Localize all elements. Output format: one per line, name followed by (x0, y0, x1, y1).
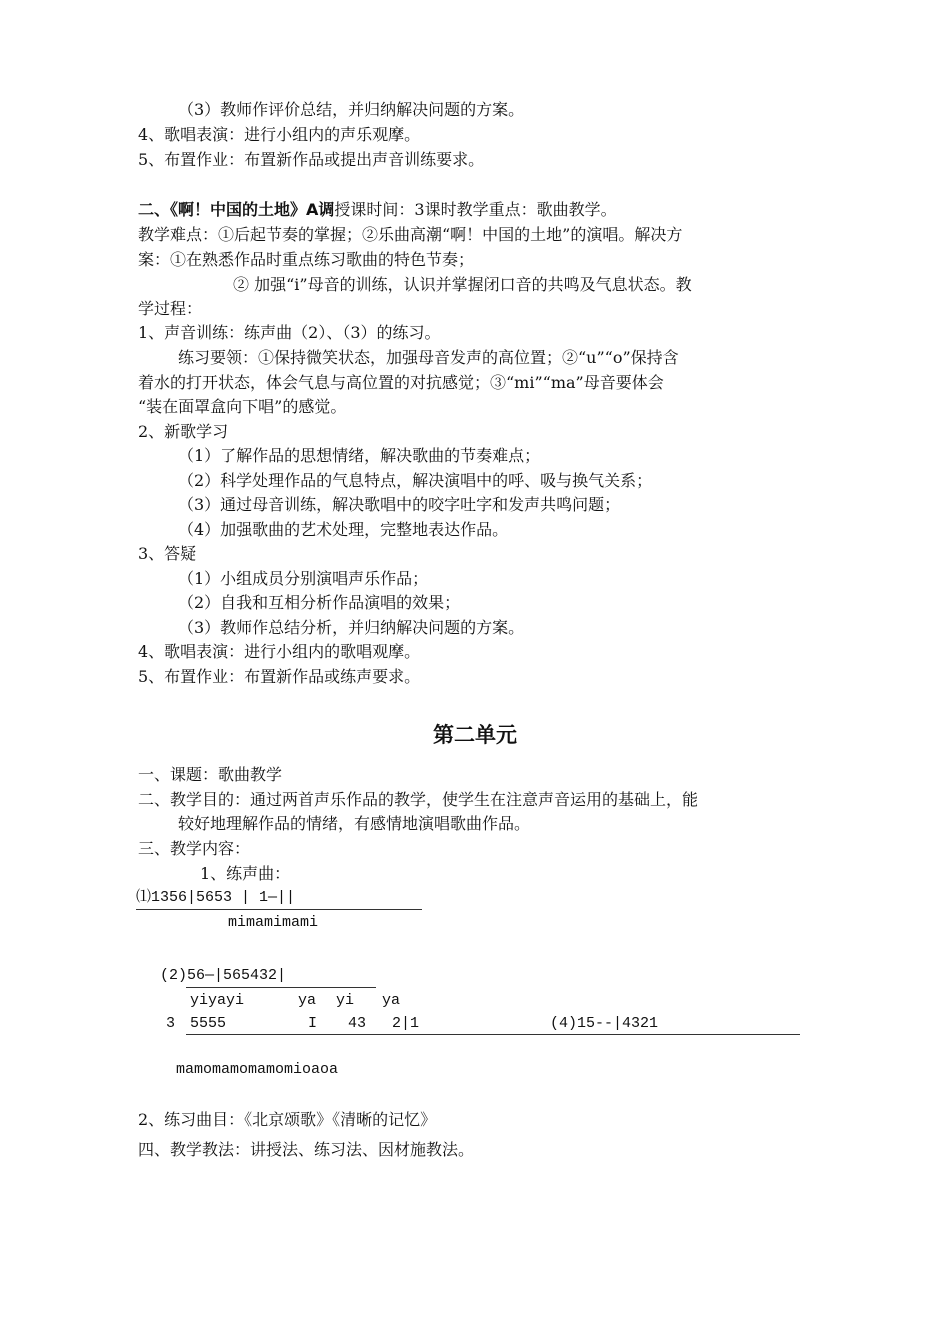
exercise-2-lyric: ya (382, 992, 401, 1009)
exercise-2-lyric: yi (336, 992, 355, 1009)
text-line: （3）教师作总结分析，并归纳解决问题的方案。 (178, 618, 525, 637)
text-line: 教学难点：①后起节奏的掌握；②乐曲高潮“啊！中国的土地”的演唱。解决方 (138, 225, 683, 244)
staff-line (186, 1034, 800, 1035)
text-line: 2、练习曲目：《北京颂歌》《清晰的记忆》 (138, 1110, 437, 1129)
staff-line (136, 909, 422, 910)
text-line: （3）教师作评价总结，并归纳解决问题的方案。 (178, 100, 525, 119)
text-line: 三、教学内容： (138, 839, 251, 858)
text-line: （2）科学处理作品的气息特点，解决演唱中的呼、吸与换气关系； (178, 471, 653, 490)
text-line: 3、答疑 (138, 544, 197, 563)
text-line: （1）小组成员分别演唱声乐作品； (178, 569, 429, 588)
exercise-3-notes: 43 (348, 1015, 367, 1032)
text-line: （1）了解作品的思想情绪，解决歌曲的节奏难点； (178, 446, 541, 465)
text-line: 一、课题：歌曲教学 (138, 765, 283, 784)
exercise-3-notes: I (308, 1015, 318, 1032)
text-line: （3）通过母音训练，解决歌唱中的咬字吐字和发声共鸣问题； (178, 495, 621, 514)
text-line: 4、歌唱表演：进行小组内的声乐观摩。 (138, 125, 421, 144)
text-line: 2、新歌学习 (138, 422, 229, 441)
exercise-2-lyric: yiyayi (190, 992, 245, 1009)
exercise-1-lyric: mimamimami (228, 914, 319, 931)
text-line: 1、声音训练：练声曲（2）、（3）的练习。 (138, 323, 441, 342)
text-line: 5、布置作业：布置新作品或练声要求。 (138, 667, 421, 686)
exercise-2-notes: (2)56—|565432| (160, 967, 287, 984)
exercise-1-notes: ⑴1356|5653 | 1—|| (136, 889, 296, 906)
text-line: 4、歌唱表演：进行小组内的歌唱观摩。 (138, 642, 421, 661)
exercise-3-notes: 3 (166, 1015, 176, 1032)
section-heading-title: 二、《啊！中国的土地》A调 (138, 200, 335, 219)
exercise-3-notes: 5555 (190, 1015, 227, 1032)
exercise-3-lyric: mamomamomamomioaoa (176, 1061, 339, 1078)
exercise-4-notes: (4)15--|4321 (550, 1015, 659, 1032)
text-line: 较好地理解作品的情绪，有感情地演唱歌曲作品。 (178, 814, 531, 833)
text-line: 四、教学教法：讲授法、练习法、因材施教法。 (138, 1140, 475, 1159)
staff-line (186, 987, 376, 988)
text-line: 1、练声曲： (200, 864, 291, 883)
text-line: 练习要领：①保持微笑状态，加强母音发声的高位置；②“u”“o”保持含 (178, 348, 679, 367)
text-line: （4）加强歌曲的艺术处理，完整地表达作品。 (178, 520, 509, 539)
exercise-2-lyric: ya (298, 992, 317, 1009)
exercise-3-notes: 2|1 (392, 1015, 420, 1032)
text-line: ② 加强“i”母音的训练，认识并掌握闭口音的共鸣及气息状态。教 (233, 275, 692, 294)
text-line: “装在面罩盒向下唱”的感觉。 (138, 397, 347, 416)
section-heading (138, 198, 617, 222)
text-line: 案：①在熟悉作品时重点练习歌曲的特色节奏； (138, 250, 475, 269)
text-line: 着水的打开状态，体会气息与高位置的对抗感觉；③“mi”“ma”母音要体会 (138, 373, 664, 392)
section-heading-rest: 授课时间：3课时教学重点：歌曲教学。 (334, 200, 617, 219)
text-line: （2）自我和互相分析作品演唱的效果； (178, 593, 461, 612)
text-line: 学过程： (138, 299, 203, 318)
unit-title: 第二单元 (433, 723, 517, 747)
text-line: 5、布置作业：布置新作品或提出声音训练要求。 (138, 150, 485, 169)
text-line: 二、教学目的：通过两首声乐作品的教学，使学生在注意声音运用的基础上，能 (138, 790, 699, 809)
